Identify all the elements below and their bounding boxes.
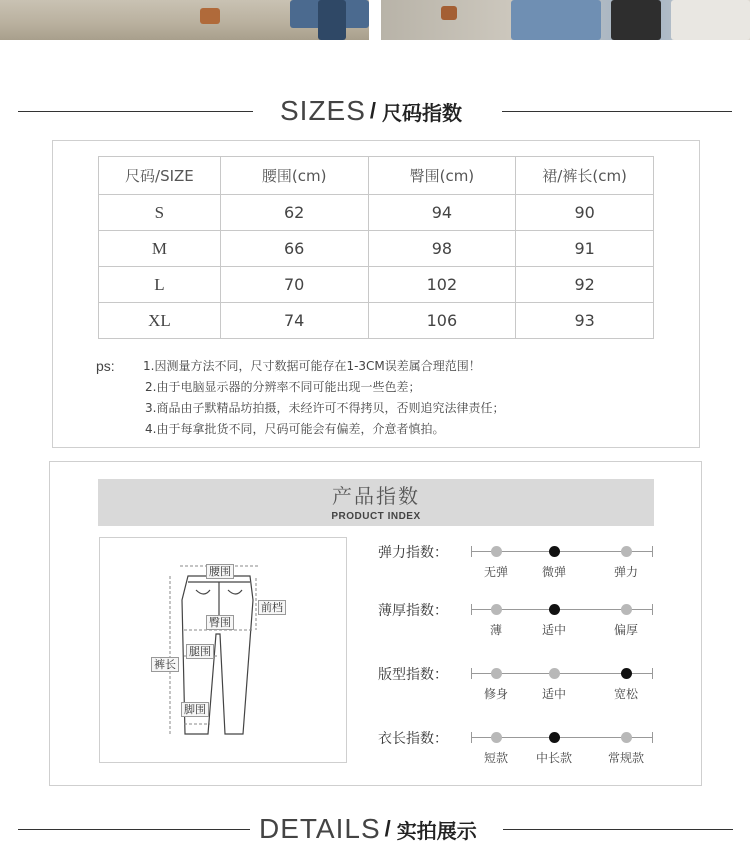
product-photo-right — [381, 0, 750, 40]
cell-hip: 94 — [368, 195, 516, 231]
index-option: 微弹 — [541, 565, 567, 579]
index-dot — [491, 546, 502, 557]
index-track-cap — [471, 668, 472, 679]
index-dot-selected — [549, 732, 560, 743]
label-hem: 脚围 — [181, 702, 209, 717]
cell-length: 90 — [516, 195, 654, 231]
details-title-cn: 实拍展示 — [396, 818, 477, 843]
index-option: 适中 — [541, 623, 567, 637]
index-track-cap — [652, 732, 653, 743]
index-dot — [621, 732, 632, 743]
cell-waist: 66 — [220, 231, 368, 267]
sizes-title-cn: 尺码指数 — [382, 100, 463, 125]
index-track-cap — [652, 668, 653, 679]
index-label: 版型指数： — [378, 667, 448, 683]
table-row — [99, 195, 654, 231]
top-photo-strip — [0, 0, 750, 40]
index-dot — [549, 668, 560, 679]
cell-length: 91 — [516, 231, 654, 267]
sizes-title-en: SIZES — [280, 95, 366, 126]
cell-size: XL — [99, 303, 221, 339]
index-option: 适中 — [541, 687, 567, 701]
index-option: 宽松 — [613, 687, 639, 701]
heading-rule-right — [503, 829, 733, 830]
size-table — [98, 156, 654, 339]
cell-size: L — [99, 267, 221, 303]
label-thigh: 腿围 — [186, 644, 214, 659]
header-waist: 腰围(cm) — [220, 157, 368, 195]
index-track-cap — [652, 546, 653, 557]
cell-waist: 62 — [220, 195, 368, 231]
index-dot-selected — [549, 604, 560, 615]
index-option: 中长款 — [535, 751, 573, 765]
table-row — [99, 303, 654, 339]
heading-rule-right — [502, 111, 732, 112]
notes-prefix: ps: — [96, 358, 115, 374]
table-row — [99, 267, 654, 303]
heading-rule-left — [18, 829, 250, 830]
index-row — [378, 542, 658, 582]
index-option: 短款 — [483, 751, 509, 765]
index-option: 常规款 — [607, 751, 645, 765]
index-label: 薄厚指数： — [378, 603, 448, 619]
product-index-title-cn: 产品指数 — [332, 484, 420, 508]
cell-hip: 102 — [368, 267, 516, 303]
pants-measure-diagram — [99, 537, 347, 763]
index-dot — [491, 604, 502, 615]
cell-waist: 70 — [220, 267, 368, 303]
note-line: 4.由于每拿批货不同，尺码可能会有偏差，介意者慎拍。 — [145, 422, 445, 436]
index-dot-selected — [621, 668, 632, 679]
header-hip: 臀围(cm) — [368, 157, 516, 195]
index-option: 弹力 — [613, 565, 639, 579]
index-dot — [491, 668, 502, 679]
cell-size: M — [99, 231, 221, 267]
index-dot — [621, 546, 632, 557]
index-row — [378, 664, 658, 704]
cell-size: S — [99, 195, 221, 231]
index-label: 衣长指数： — [378, 731, 448, 747]
index-dot-selected — [549, 546, 560, 557]
table-row — [99, 231, 654, 267]
label-length: 裤长 — [151, 657, 179, 672]
note-line: 2.由于电脑显示器的分辨率不同可能出现一些色差； — [145, 380, 421, 394]
header-length: 裙/裤长(cm) — [516, 157, 654, 195]
index-dot — [491, 732, 502, 743]
cell-hip: 98 — [368, 231, 516, 267]
cell-length: 92 — [516, 267, 654, 303]
index-row — [378, 728, 658, 768]
cell-waist: 74 — [220, 303, 368, 339]
cell-hip: 106 — [368, 303, 516, 339]
index-option: 修身 — [483, 687, 509, 701]
details-title-en: DETAILS — [259, 813, 381, 844]
label-hip: 臀围 — [206, 615, 234, 630]
index-track-cap — [471, 732, 472, 743]
index-option: 偏厚 — [613, 623, 639, 637]
index-dot — [621, 604, 632, 615]
label-front-rise: 前档 — [258, 600, 286, 615]
index-track-cap — [471, 546, 472, 557]
index-label: 弹力指数： — [378, 545, 448, 561]
index-track-cap — [652, 604, 653, 615]
cell-length: 93 — [516, 303, 654, 339]
product-index-title-en: PRODUCT INDEX — [331, 511, 421, 522]
index-option: 无弹 — [483, 565, 509, 579]
note-line: 3.商品由子默精品坊拍摄，未经许可不得拷贝，否则追究法律责任； — [145, 401, 505, 415]
index-track-cap — [471, 604, 472, 615]
size-table-header — [99, 157, 654, 195]
product-photo-left — [0, 0, 369, 40]
heading-rule-left — [18, 111, 253, 112]
details-heading — [0, 811, 750, 847]
details-title-slash: / — [384, 816, 391, 841]
note-line: 1.因测量方法不同，尺寸数据可能存在1-3CM误差属合理范围！ — [143, 359, 481, 373]
header-size: 尺码/SIZE — [99, 157, 221, 195]
product-index-banner — [98, 479, 654, 526]
sizes-heading — [0, 93, 750, 129]
label-waist: 腰围 — [206, 564, 234, 579]
sizes-title-slash: / — [369, 98, 377, 123]
index-option: 薄 — [489, 623, 503, 637]
index-row — [378, 600, 658, 640]
